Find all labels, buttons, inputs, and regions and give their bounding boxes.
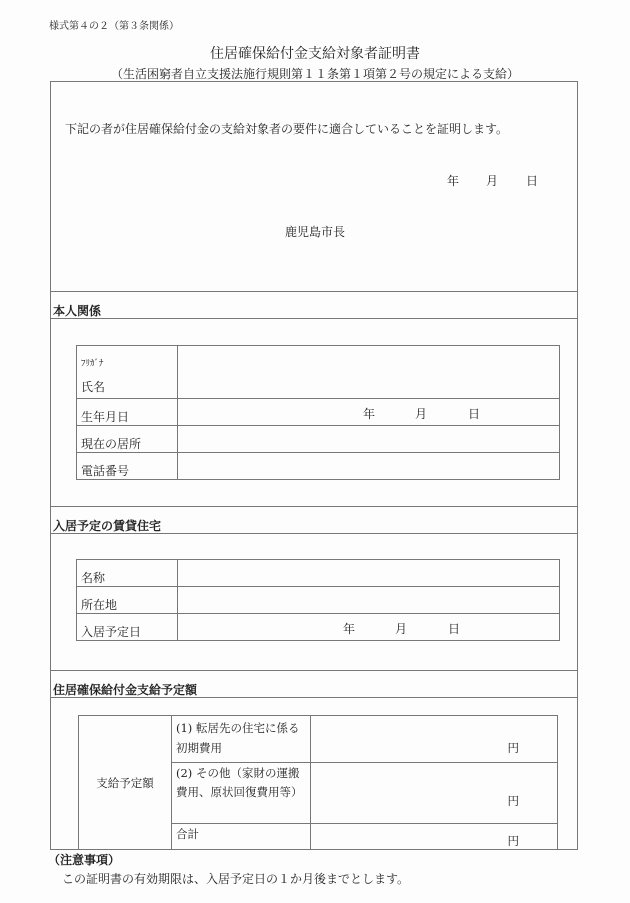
- yen-label: 円: [507, 741, 519, 755]
- month-label: 月: [395, 622, 408, 636]
- day-label: 日: [448, 622, 461, 636]
- document-subtitle: （生活困窮者自立支援法施行規則第１１条第１項第２号の規定による支給）: [110, 67, 519, 81]
- divider: [50, 506, 578, 507]
- year-label: 年: [363, 407, 376, 421]
- section-heading-person: 本人関係: [53, 304, 102, 318]
- form-number: 様式第４の２（第３条関係）: [49, 21, 179, 32]
- certification-statement: 下記の者が住居確保給付金の支給対象者の要件に適合していることを証明します。: [65, 122, 509, 136]
- residence-label: 現在の居所: [77, 426, 178, 453]
- furigana-label: ﾌﾘｶﾞﾅ: [81, 359, 104, 369]
- document-title: 住居確保給付金支給対象者証明書: [210, 46, 420, 62]
- year-label: 年: [447, 174, 460, 188]
- phone-field[interactable]: [178, 453, 560, 480]
- divider: [50, 318, 578, 319]
- housing-table: [76, 559, 560, 641]
- birthdate-label: 生年月日: [77, 399, 178, 426]
- phone-label: 電話番号: [77, 453, 178, 480]
- payment-table: [78, 715, 558, 850]
- name-label: 氏名: [81, 380, 106, 394]
- move-in-field[interactable]: [178, 614, 560, 641]
- housing-address-field[interactable]: [178, 587, 560, 614]
- item1-label: (1) 転居先の住宅に係る初期費用: [172, 716, 311, 763]
- yen-label: 円: [507, 794, 519, 808]
- notes-text: この証明書の有効期限は、入居予定日の１か月後までとします。: [62, 872, 410, 886]
- housing-name-label: 名称: [77, 560, 178, 587]
- housing-address-label: 所在地: [77, 587, 178, 614]
- yen-label: 円: [507, 834, 519, 848]
- day-label: 日: [468, 407, 481, 421]
- year-label: 年: [343, 622, 356, 636]
- total-label: 合計: [172, 824, 311, 850]
- month-label: 月: [415, 407, 428, 421]
- housing-name-field[interactable]: [178, 560, 560, 587]
- item2-amount-field[interactable]: [311, 763, 558, 824]
- birthdate-field[interactable]: [178, 399, 560, 426]
- day-label: 日: [526, 174, 539, 188]
- item1-amount-field[interactable]: [311, 716, 558, 763]
- section-heading-housing: 入居予定の賃貸住宅: [53, 519, 162, 533]
- person-table: [76, 345, 560, 480]
- payment-row-label: 支給予定額: [79, 716, 172, 850]
- issuer: 鹿児島市長: [284, 225, 345, 239]
- month-label: 月: [486, 174, 499, 188]
- divider: [50, 291, 578, 292]
- total-amount-field[interactable]: [311, 824, 558, 850]
- move-in-label: 入居予定日: [77, 614, 178, 641]
- residence-field[interactable]: [178, 426, 560, 453]
- divider: [50, 670, 578, 671]
- notes-heading: （注意事項）: [48, 853, 121, 867]
- name-label-cell: [77, 346, 178, 399]
- item2-label: (2) その他（家財の運搬費用、原状回復費用等）: [172, 763, 311, 824]
- section-heading-payment: 住居確保給付金支給予定額: [53, 683, 198, 697]
- name-field[interactable]: [178, 346, 560, 399]
